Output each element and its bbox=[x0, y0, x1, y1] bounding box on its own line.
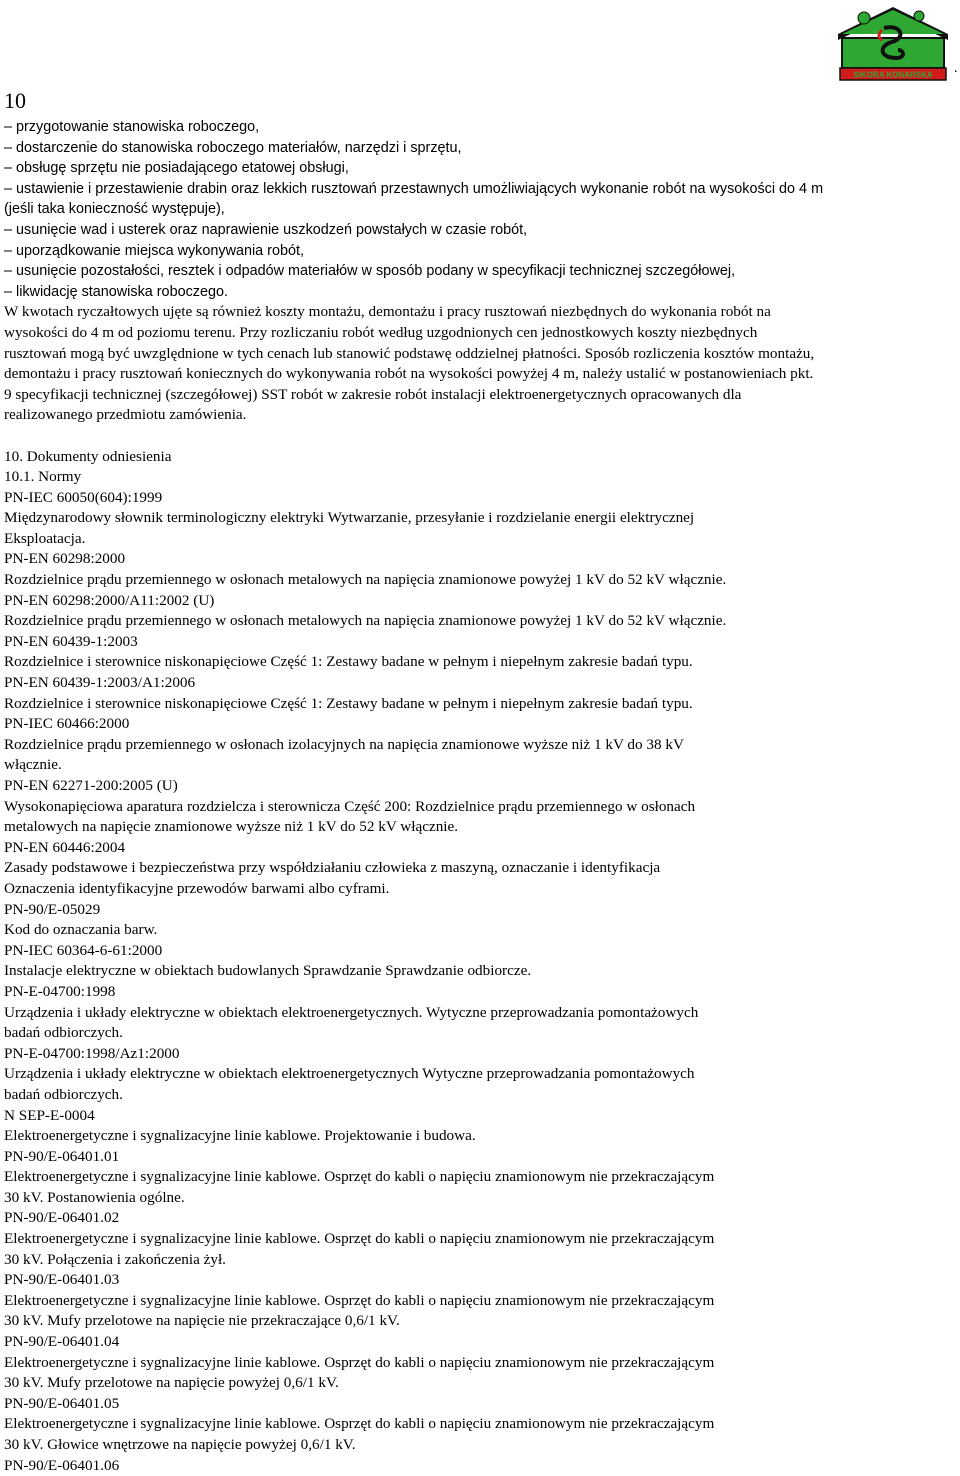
norm-line: Zasady podstawowe i bezpieczeństwa przy współdziałaniu człowieka z maszyną, oznaczanie i identyfikacja bbox=[4, 859, 661, 877]
norm-line: metalowych na napięcie znamionowe wyższe niż 1 kV do 52 kV włącznie. bbox=[4, 818, 459, 836]
paragraph-line: wysokości do 4 m od poziomu terenu. Przy rozliczaniu robót według uzgodnionych cen jednostkowych koszty niezbędnych bbox=[4, 323, 758, 341]
norm-line: Elektroenergetyczne i sygnalizacyjne linie kablowe. Osprzęt do kabli o napięciu znamionowym nie przekraczającym bbox=[4, 1415, 715, 1433]
paragraph-line: rusztowań mogą być uwzględnione w tych cenach lub stanowić podstawę oddzielnej płatności. Sposób rozliczenia kosztów montażu, bbox=[4, 344, 815, 362]
norm-line: PN-90/E-06401.02 bbox=[4, 1209, 120, 1227]
norm-line: badań odbiorczych. bbox=[4, 1024, 123, 1042]
list-item: (jeśli taka konieczność występuje), bbox=[4, 201, 225, 218]
norm-line: PN-90/E-05029 bbox=[4, 900, 101, 918]
subsection-heading: 10.1. Normy bbox=[4, 468, 82, 486]
document-body bbox=[4, 117, 956, 1476]
norm-line: Urządzenia i układy elektryczne w obiektach elektroenergetycznych Wytyczne przeprowadzania pomontażowych bbox=[4, 1065, 695, 1083]
norm-line: PN-IEC 60364-6-61:2000 bbox=[4, 941, 163, 959]
spacer bbox=[4, 426, 956, 447]
paragraph-line: demontażu i pracy rusztowań koniecznych do wykonywania robót na wysokości powyżej 4 m, należy ustalić w postanowieniach pkt. bbox=[4, 365, 814, 383]
norm-line: Elektroenergetyczne i sygnalizacyjne linie kablowe. Projektowanie i budowa. bbox=[4, 1127, 476, 1145]
norm-line: PN-EN 60439-1:2003/A1:2006 bbox=[4, 674, 196, 692]
list-item: – uporządkowanie miejsca wykonywania robót, bbox=[4, 242, 304, 259]
list-item: – ustawienie i przestawienie drabin oraz lekkich rusztowań przestawnych umożliwiających wykonanie robót na wysokości do 4 m bbox=[4, 180, 824, 197]
norm-line: 30 kV. Połączenia i zakończenia żył. bbox=[4, 1250, 226, 1268]
norm-line: Międzynarodowy słownik terminologiczny elektryki Wytwarzanie, przesyłanie i rozdzielanie energii elektrycznej bbox=[4, 509, 695, 527]
norm-line: włącznie. bbox=[4, 756, 62, 774]
paragraph-line: W kwotach ryczałtowych ujęte są również koszty montażu, demontażu i pracy rusztowań niezbędnych do wykonania robót na bbox=[4, 303, 771, 321]
section-heading: 10. Dokumenty odniesienia bbox=[4, 447, 172, 465]
logo-text: SIKORA KONARSKA bbox=[853, 70, 933, 80]
norm-line: 30 kV. Mufy przelotowe na napięcie powyżej 0,6/1 kV. bbox=[4, 1374, 339, 1392]
company-logo bbox=[834, 4, 952, 82]
norm-line: Elektroenergetyczne i sygnalizacyjne linie kablowe. Osprzęt do kabli o napięciu znamionowym nie przekraczającym bbox=[4, 1230, 715, 1248]
norm-line: PN-EN 60298:2000/A11:2002 (U) bbox=[4, 591, 215, 609]
list-item: – dostarczenie do stanowiska roboczego materiałów, narzędzi i sprzętu, bbox=[4, 139, 462, 156]
list-item: – usunięcie pozostałości, resztek i odpadów materiałów w sposób podany w specyfikacji technicznej szczegółowej, bbox=[4, 263, 736, 280]
task-list bbox=[4, 117, 956, 302]
norm-line: PN-EN 62271-200:2005 (U) bbox=[4, 777, 178, 794]
norm-line: Urządzenia i układy elektryczne w obiektach elektroenergetycznych. Wytyczne przeprowadzania pomontażowych bbox=[4, 1003, 699, 1021]
norm-line: Rozdzielnice prądu przemiennego w osłonach izolacyjnych na napięcia znamionowe wyższe niż 1 kV do 38 kV bbox=[4, 735, 684, 753]
norm-line: Rozdzielnice prądu przemiennego w osłonach metalowych na napięcia znamionowe powyżej 1 kV do 52 kV włącznie. bbox=[4, 571, 727, 589]
norm-line: PN-EN 60446:2004 bbox=[4, 838, 126, 856]
norm-line: PN-IEC 60050(604):1999 bbox=[4, 488, 163, 506]
norm-line: PN-90/E-06401.06 bbox=[4, 1456, 120, 1474]
norm-line: N SEP-E-0004 bbox=[4, 1106, 95, 1124]
norm-line: 30 kV. Mufy przelotowe na napięcie nie przekraczające 0,6/1 kV. bbox=[4, 1312, 400, 1330]
norm-line: PN-90/E-06401.05 bbox=[4, 1394, 120, 1412]
page-number: 10 bbox=[4, 88, 26, 113]
norm-line: Oznaczenia identyfikacyjne przewodów barwami albo cyframi. bbox=[4, 879, 390, 897]
corner-mark: . bbox=[954, 61, 958, 76]
norm-line: Instalacje elektryczne w obiektach budowlanych Sprawdzanie Sprawdzanie odbiorcze. bbox=[4, 962, 532, 980]
norm-line: Eksploatacja. bbox=[4, 529, 86, 547]
norm-line: Elektroenergetyczne i sygnalizacyjne linie kablowe. Osprzęt do kabli o napięciu znamionowym nie przekraczającym bbox=[4, 1291, 715, 1309]
paragraph-line: 9 specyfikacji technicznej (szczegółowej) SST robót w zakresie robót instalacji elektroenergetycznych opracowanych dla bbox=[4, 385, 742, 403]
norm-line: PN-IEC 60466:2000 bbox=[4, 715, 130, 733]
norm-line: badań odbiorczych. bbox=[4, 1085, 123, 1103]
norm-line: Elektroenergetyczne i sygnalizacyjne linie kablowe. Osprzęt do kabli o napięciu znamionowym nie przekraczającym bbox=[4, 1353, 715, 1371]
norm-line: Rozdzielnice i sterownice niskonapięciowe Część 1: Zestawy badane w pełnym i niepełnym zakresie badań typu. bbox=[4, 653, 693, 671]
list-item: – obsługę sprzętu nie posiadającego etatowej obsługi, bbox=[4, 160, 349, 177]
norm-line: 30 kV. Postanowienia ogólne. bbox=[4, 1188, 185, 1206]
norm-line: 30 kV. Głowice wnętrzowe na napięcie powyżej 0,6/1 kV. bbox=[4, 1436, 356, 1453]
norms-list bbox=[4, 488, 956, 1476]
list-item: – likwidację stanowiska roboczego. bbox=[4, 283, 228, 300]
norm-line: Wysokonapięciowa aparatura rozdzielcza i sterownicza Część 200: Rozdzielnice prądu przemiennego w osłonach bbox=[4, 797, 696, 815]
list-item: – przygotowanie stanowiska roboczego, bbox=[4, 119, 260, 135]
norm-line: Kod do oznaczania barw. bbox=[4, 921, 158, 939]
norm-line: PN-E-04700:1998/Az1:2000 bbox=[4, 1044, 180, 1062]
norm-line: PN-EN 60439-1:2003 bbox=[4, 632, 138, 650]
paragraph-line: realizowanego przedmiotu zamówienia. bbox=[4, 406, 247, 424]
norm-line: PN-90/E-06401.04 bbox=[4, 1333, 120, 1351]
norm-line: PN-90/E-06401.03 bbox=[4, 1271, 120, 1289]
norm-line: PN-E-04700:1998 bbox=[4, 982, 116, 1000]
norm-line: PN-90/E-06401.01 bbox=[4, 1147, 120, 1165]
list-item: – usunięcie wad i usterek oraz naprawienie uszkodzeń powstałych w czasie robót, bbox=[4, 221, 528, 238]
norm-line: Rozdzielnice i sterownice niskonapięciowe Część 1: Zestawy badane w pełnym i niepełnym zakresie badań typu. bbox=[4, 694, 693, 712]
norm-line: Elektroenergetyczne i sygnalizacyjne linie kablowe. Osprzęt do kabli o napięciu znamionowym nie przekraczającym bbox=[4, 1168, 715, 1186]
norm-line: PN-EN 60298:2000 bbox=[4, 550, 126, 568]
paragraph bbox=[4, 302, 956, 426]
norm-line: Rozdzielnice prądu przemiennego w osłonach metalowych na napięcia znamionowe powyżej 1 kV do 52 kV włącznie. bbox=[4, 612, 727, 630]
